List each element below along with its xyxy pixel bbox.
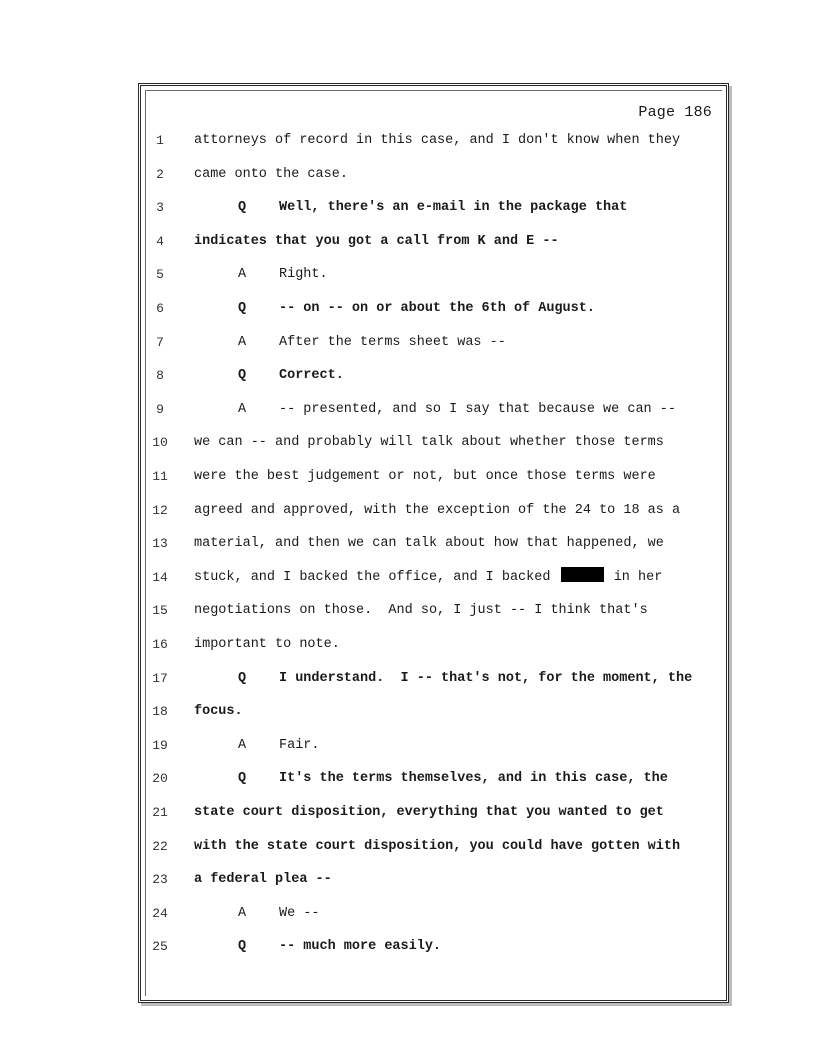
line-text bbox=[194, 567, 662, 589]
line-number: 24 bbox=[152, 905, 168, 921]
line-text-content: with the state court disposition, you could have gotten with bbox=[194, 838, 681, 854]
line-text-content: We -- bbox=[279, 905, 320, 921]
line-text bbox=[279, 298, 595, 320]
line-number: 14 bbox=[152, 569, 168, 585]
line-text bbox=[194, 600, 648, 622]
transcript-line bbox=[0, 768, 816, 790]
line-text bbox=[194, 164, 348, 186]
line-number: 1 bbox=[156, 133, 164, 148]
speaker-label: Q bbox=[237, 301, 247, 316]
transcript-line bbox=[0, 500, 816, 522]
line-text-content: Fair. bbox=[279, 737, 320, 753]
line-text-content: Well, there's an e-mail in the package that bbox=[279, 200, 628, 216]
line-text bbox=[194, 432, 664, 454]
transcript-line bbox=[0, 231, 816, 253]
line-text-content: were the best judgement or not, but once those terms were bbox=[194, 469, 656, 484]
line-text bbox=[279, 735, 320, 757]
transcript-line bbox=[0, 668, 816, 690]
line-text-content: important to note. bbox=[194, 637, 340, 652]
line-text-content: focus. bbox=[194, 704, 243, 720]
line-number: 17 bbox=[152, 670, 168, 686]
line-number: 21 bbox=[152, 805, 168, 820]
line-text-content: state court disposition, everything that you wanted to get bbox=[194, 805, 664, 820]
line-number: 13 bbox=[152, 536, 168, 552]
line-text bbox=[194, 634, 340, 656]
speaker-label: A bbox=[237, 905, 247, 921]
line-text bbox=[194, 500, 680, 522]
transcript-line bbox=[0, 836, 816, 858]
line-number: 16 bbox=[152, 637, 168, 652]
transcript-line bbox=[0, 466, 816, 488]
line-number: 4 bbox=[156, 233, 164, 249]
line-text-content: I understand. I -- that's not, for the moment, the bbox=[279, 670, 693, 686]
line-text-content: stuck, and I backed the office, and I backed bbox=[194, 569, 551, 585]
line-text bbox=[279, 197, 627, 219]
line-text bbox=[279, 903, 320, 925]
speaker-label: Q bbox=[237, 771, 247, 787]
speaker-label: A bbox=[237, 267, 247, 283]
transcript-line bbox=[0, 567, 816, 589]
transcript-line bbox=[0, 298, 816, 320]
line-text bbox=[279, 365, 344, 387]
line-number: 22 bbox=[152, 838, 168, 854]
line-number: 8 bbox=[156, 368, 164, 384]
speaker-label: A bbox=[237, 334, 247, 350]
line-text bbox=[279, 768, 668, 790]
line-text bbox=[279, 332, 506, 354]
line-number: 20 bbox=[152, 771, 168, 787]
transcript-line bbox=[0, 600, 816, 622]
line-text-content: a federal plea -- bbox=[194, 872, 332, 888]
transcript-line bbox=[0, 365, 816, 387]
transcript-line bbox=[0, 634, 816, 656]
line-text-content: It's the terms themselves, and in this case, the bbox=[279, 771, 668, 787]
transcript-line bbox=[0, 701, 816, 723]
line-text bbox=[194, 701, 243, 723]
line-text-content: Correct. bbox=[279, 368, 344, 384]
line-number: 15 bbox=[152, 603, 168, 619]
line-text bbox=[194, 130, 680, 152]
line-text-content: agreed and approved, with the exception of the 24 to 18 as a bbox=[194, 502, 681, 518]
line-text-content: -- much more easily. bbox=[279, 939, 442, 955]
transcript-line bbox=[0, 130, 816, 152]
line-text-content: material, and then we can talk about how that happened, we bbox=[194, 536, 664, 552]
page-number: Page 186 bbox=[638, 104, 712, 121]
transcript-line bbox=[0, 432, 816, 454]
speaker-label: A bbox=[237, 737, 247, 753]
speaker-label: Q bbox=[237, 939, 247, 955]
speaker-label: Q bbox=[237, 670, 247, 686]
transcript-line bbox=[0, 735, 816, 757]
transcript-line bbox=[0, 164, 816, 186]
transcript-line bbox=[0, 903, 816, 925]
line-number: 11 bbox=[152, 469, 168, 484]
transcript-line bbox=[0, 332, 816, 354]
line-text bbox=[194, 231, 559, 253]
line-text bbox=[194, 466, 656, 488]
line-text-content: -- presented, and so I say that because we can -- bbox=[279, 401, 676, 417]
line-number: 2 bbox=[156, 166, 164, 182]
speaker-label: A bbox=[237, 401, 247, 417]
transcript-line bbox=[0, 264, 816, 286]
line-text bbox=[279, 264, 328, 286]
line-number: 18 bbox=[152, 704, 168, 720]
line-text bbox=[279, 936, 441, 958]
line-number: 23 bbox=[152, 872, 168, 888]
line-text-content: negotiations on those. And so, I just -- I think that's bbox=[194, 603, 648, 619]
line-text-content: indicates that you got a call from K and E -- bbox=[194, 233, 559, 249]
line-number: 9 bbox=[156, 401, 164, 417]
line-text-content: -- on -- on or about the 6th of August. bbox=[279, 301, 595, 316]
line-number: 19 bbox=[152, 737, 168, 753]
line-text bbox=[194, 533, 664, 555]
transcript-line bbox=[0, 869, 816, 891]
line-text bbox=[194, 802, 664, 824]
transcript-line bbox=[0, 936, 816, 958]
line-number: 12 bbox=[152, 502, 168, 518]
line-text bbox=[194, 836, 680, 858]
line-text-content: came onto the case. bbox=[194, 166, 348, 182]
line-text-after-redaction: in her bbox=[613, 569, 663, 585]
line-text-content: we can -- and probably will talk about whether those terms bbox=[194, 435, 664, 451]
transcript-line bbox=[0, 802, 816, 824]
line-number: 5 bbox=[156, 267, 164, 283]
line-text bbox=[279, 399, 676, 421]
line-number: 3 bbox=[156, 200, 164, 216]
line-number: 7 bbox=[156, 334, 164, 350]
line-number: 6 bbox=[156, 301, 164, 316]
speaker-label: Q bbox=[237, 368, 247, 384]
line-text-content: attorneys of record in this case, and I don't know when they bbox=[194, 133, 681, 148]
line-text bbox=[194, 869, 332, 891]
line-text bbox=[279, 668, 692, 690]
speaker-label: Q bbox=[237, 200, 247, 216]
line-number: 25 bbox=[152, 939, 168, 955]
redaction-block bbox=[561, 567, 604, 582]
transcript-line bbox=[0, 533, 816, 555]
transcript-line bbox=[0, 399, 816, 421]
line-text-content: Right. bbox=[279, 267, 328, 283]
transcript-line bbox=[0, 197, 816, 219]
line-number: 10 bbox=[152, 435, 168, 451]
line-text-content: After the terms sheet was -- bbox=[279, 334, 506, 350]
